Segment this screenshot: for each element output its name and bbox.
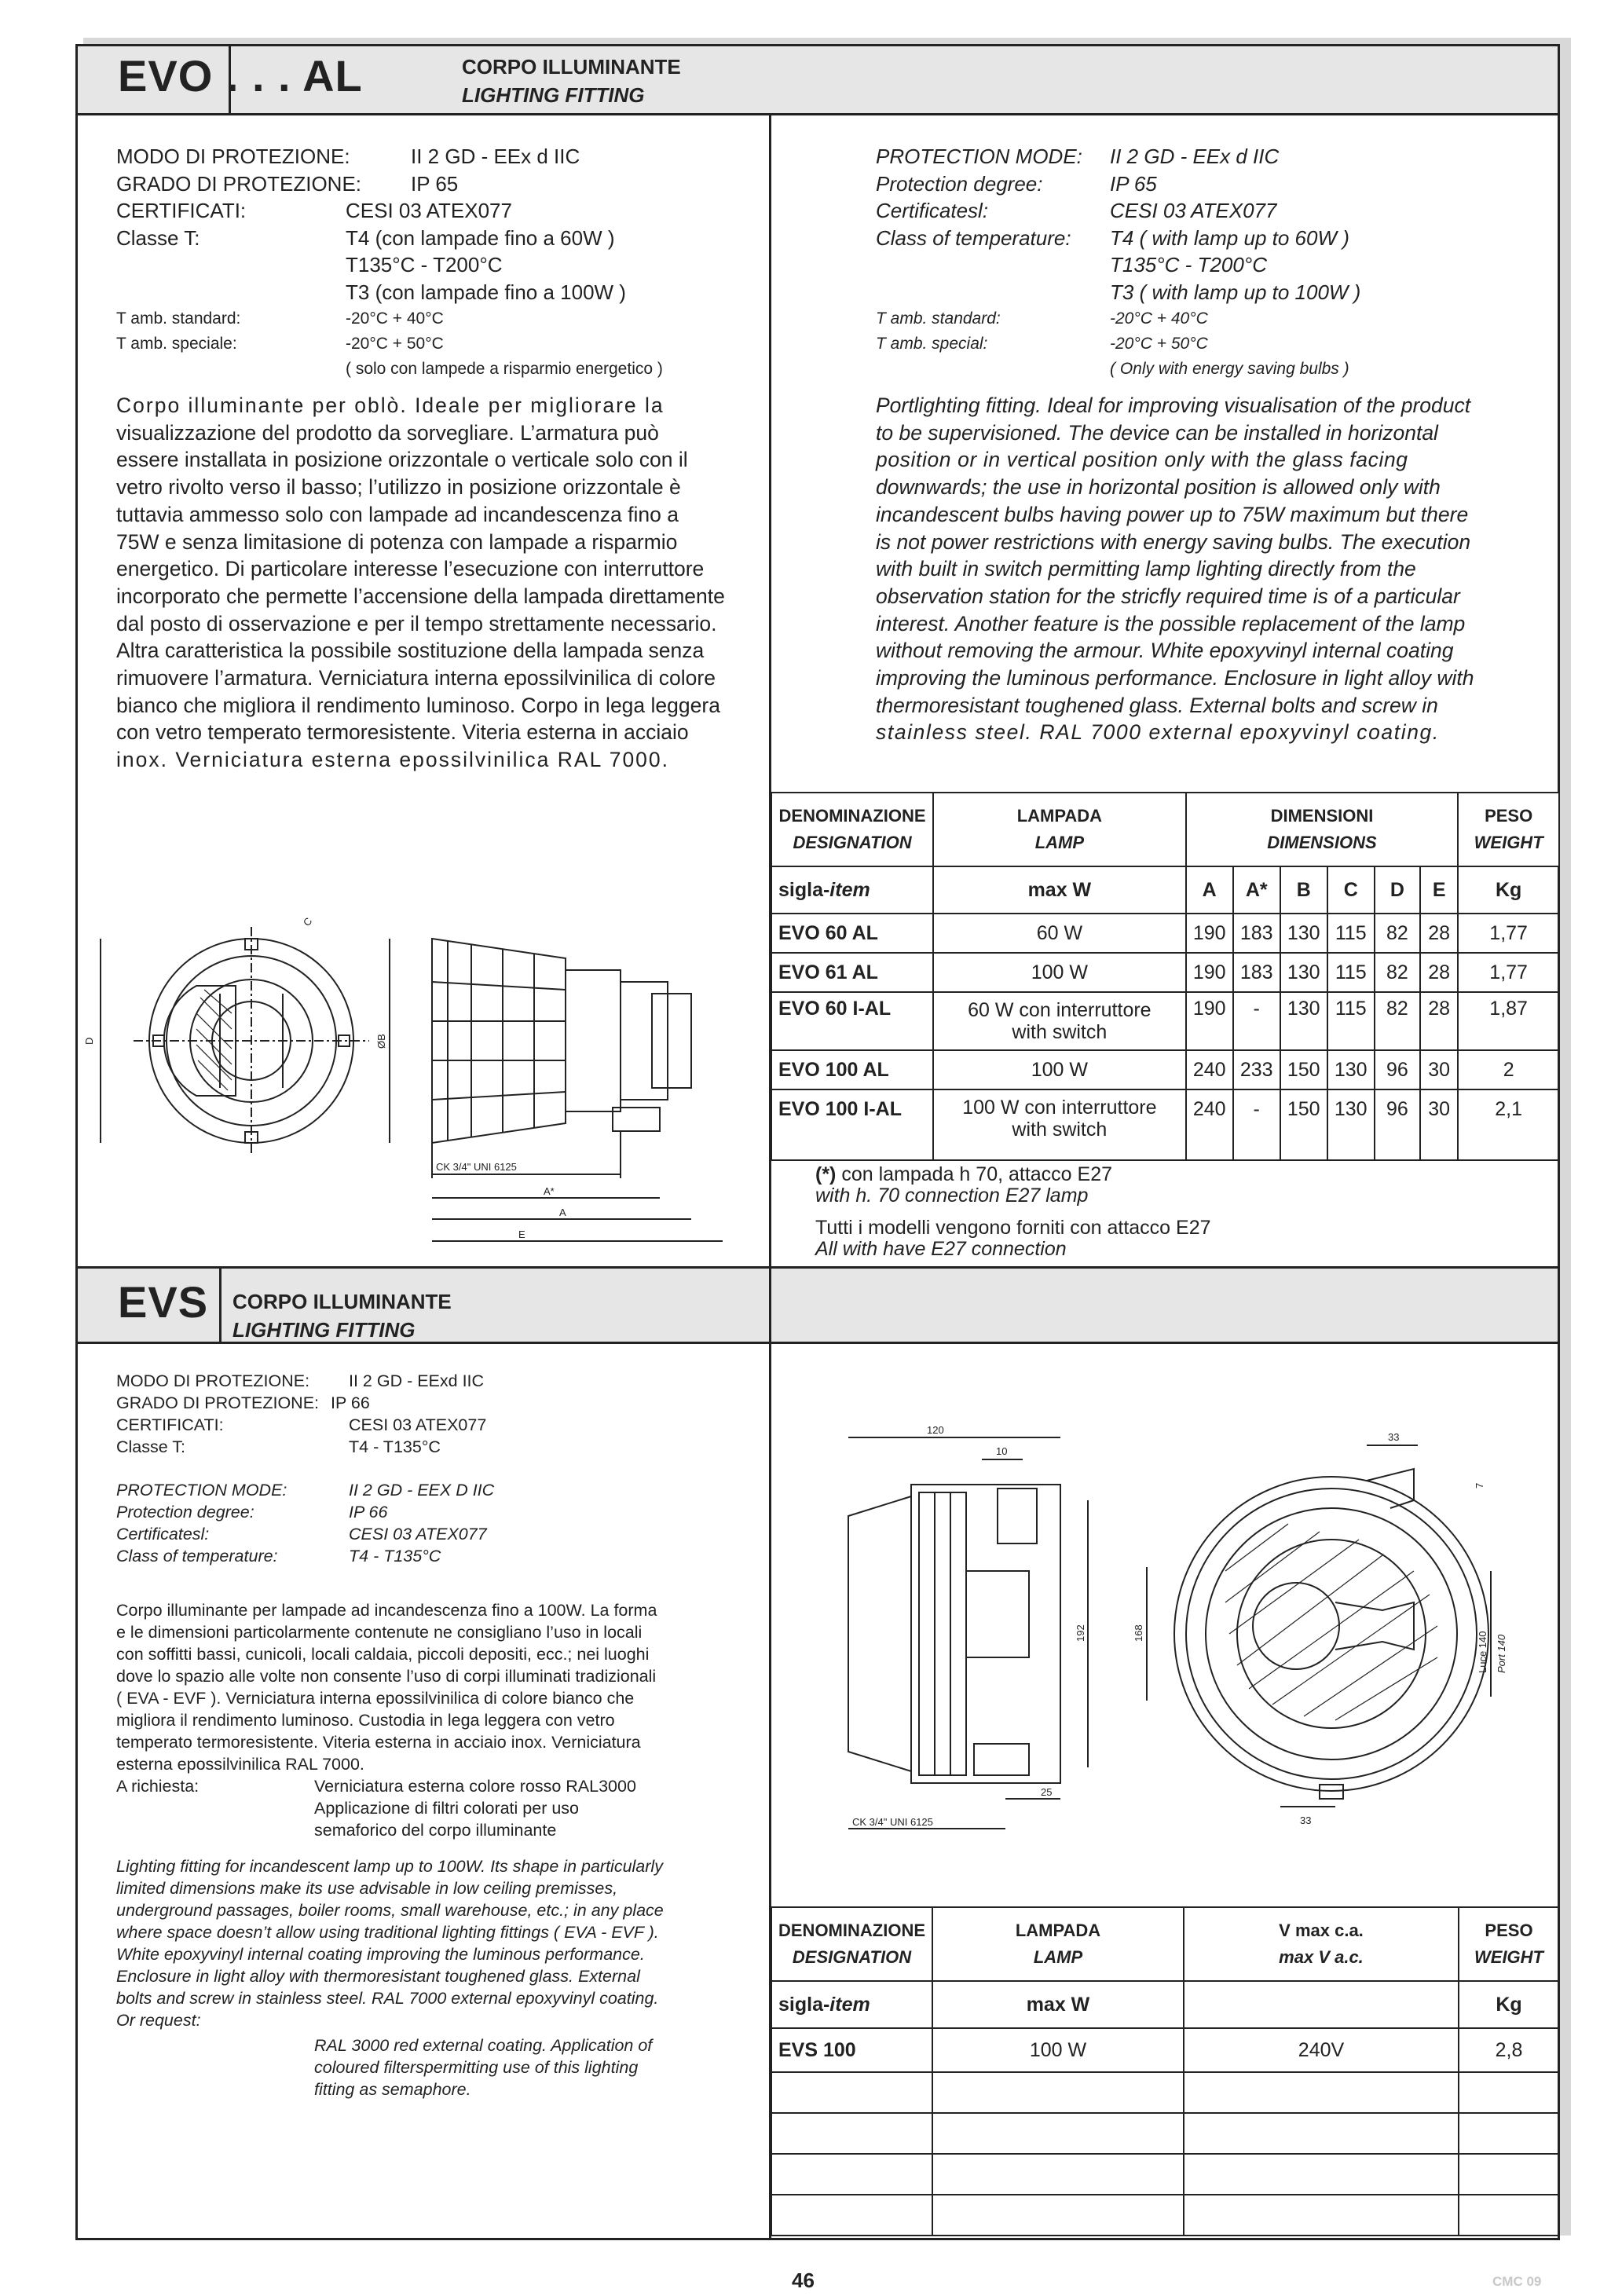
- evo-front-view: [83, 915, 369, 1155]
- table-row: EVO 60 AL 60 W 190 183 130 115 82 28 1,77: [771, 914, 1559, 953]
- evo-description-en: Portlighting fitting. Ideal for improving visualisation of the product to be supervisioned. The device can be installed in horizontal position or in vertical position only with the glass facing downwards; the use in horizontal position is allowed only with incandescent bulbs having power up to 75W maximum but there is not power restrictions with energy saving bulbs. The execution with built in switch permitting lamp lighting directly from the observation station for the stricfly required time is of a particular interest. Another feature is the possible replacement of the lamp without removing the armour. White epoxyvinyl internal coating improving the luminous performance. Enclosure in light alloy with thermoresistant toughened glass. External bolts and screw in stainless steel. RAL 7000 external epoxyvinyl coating.: [876, 394, 1474, 745]
- evs-spec-table: DENOMINAZIONE DESIGNATION LAMPADA LAMP V max c.a. max V a.c. PESO WEIGHT sigla-item max W Kg EVS 100 100 W 240V 2,8: [771, 1906, 1560, 2236]
- evo-description-it: Corpo illuminante per oblò. Ideale per migliorare la visualizzazione del prodotto da sorvegliare. L’armatura può essere installata in posizione orizzontale o verticale solo con il vetro rivolto verso il basso; l’utilizzo in posizione orizzontale è tuttavia ammesso solo con lampade ad incandescenza fino a 75W e senza limitasione di potenza con lampade a risparmio energetico. Di particolare interesse l’esecuzione con interruttore incorporato che permette l’accensione della lampada direttamente dal posto di osservazione e per il tempo strettamente necessario. Altra caratteristica la possibile sostituzione della lampada senza rimuovere l’armatura. Verniciatura interna epossilvinilica di colore bianco che migliora il rendimento luminoso. Corpo in lega leggera con vetro temperato termoresistente. Viteria esterna in acciaio inox. Verniciatura esterna epossilvinilica RAL 7000.: [116, 394, 725, 772]
- svg-text:C: C: [300, 915, 315, 928]
- spec-row: T135°C - T200°C: [346, 253, 503, 276]
- spec-row: MODO DI PROTEZIONE: II 2 GD - EEx d IIC: [116, 145, 580, 168]
- table-row-empty: [771, 2072, 1559, 2113]
- evo-it-specs: [116, 143, 626, 306]
- svg-text:D: D: [83, 1037, 95, 1045]
- svg-text:A: A: [559, 1207, 566, 1218]
- evo-notes: (*) con lampada h 70, attacco E27 with h. 70 connection E27 lamp Tutti i modelli vengono forniti con attacco E27 All with have E27 connection: [815, 1163, 1211, 1260]
- evo-code: EVO . . . AL: [118, 51, 363, 101]
- spec-row: Classe T: T4 (con lampade fino a 60W ): [116, 225, 615, 250]
- evo-spec-table: DENOMINAZIONE DESIGNATION LAMPADA LAMP DIMENSIONI DIMENSIONS PESO WEIGHT sigla-item max W A A* B C D E Kg EVO 60 AL 60 W 190 183 130 115 82 28 1,77 EVO 61 AL 100 W 190 183 130 115 82 28 1,77 EVO 60 I-AL 60 W con interruttore with switch 190 - 130 115 82 28 1,87 EVO 100 AL 100 W 240 233 150 130 96 30 2 EVO 100 I-AL 100 W con interruttore with switch 240 - 150 130 96 30 2,1: [771, 792, 1560, 1161]
- evs-en-specs: PROTECTION MODE: II 2 GD - EEX D IIC Protection degree: IP 66 Certificatesl: CESI 03 ATEX077 Class of temperature: T4 - T135°C: [116, 1481, 495, 1565]
- evs-front-view: [1133, 1431, 1507, 1826]
- evs-title-it: CORPO ILLUMINANTE: [232, 1290, 452, 1313]
- table-row: EVS 100 100 W 240V 2,8: [771, 2028, 1559, 2072]
- evo-it-tamb: T amb. standard: -20°C + 40°C T amb. speciale: -20°C + 50°C ( solo con lampede a risparmio energetico ): [116, 309, 663, 378]
- svg-text:ØB: ØB: [375, 1034, 387, 1049]
- svg-text:192: 192: [1075, 1624, 1086, 1642]
- svg-text:120: 120: [927, 1424, 944, 1436]
- table-row: EVO 100 AL 100 W 240 233 150 130 96 30 2: [771, 1050, 1559, 1089]
- evs-code: EVS: [118, 1277, 209, 1327]
- evs-technical-drawing: [817, 1414, 1555, 1854]
- table-row: EVO 60 I-AL 60 W con interruttore with switch 190 - 130 115 82 28 1,87: [771, 992, 1559, 1050]
- table-row: EVO 61 AL 100 W 190 183 130 115 82 28 1,77: [771, 953, 1559, 992]
- svg-text:E: E: [518, 1229, 525, 1240]
- svg-text:168: 168: [1133, 1624, 1144, 1642]
- spec-row: T3 (con lampade fino a 100W ): [346, 280, 626, 304]
- spec-row: GRADO DI PROTEZIONE: IP 65: [116, 171, 459, 196]
- evo-title-it: CORPO ILLUMINANTE: [462, 55, 681, 79]
- evs-side-view: [848, 1424, 1088, 1829]
- svg-text:CK 3/4" UNI 6125: CK 3/4" UNI 6125: [436, 1161, 517, 1173]
- evo-side-view: [375, 939, 723, 1241]
- evs-description-en: Lighting fitting for incandescent lamp up to 100W. Its shape in particularly limited dimensions make its use advisable in low ceiling premisses, underground passages, boiler rooms, small warehouse, etc.; in any place where space doesn’t allow using traditional lighting fittings ( EVA - EVF ). White epoxyvinyl internal coating improving the luminous performance. Enclosure in light alloy with thermoresistant toughened glass. External bolts and screw in stainless steel. RAL 7000 external epoxyvinyl coating. Or request: RAL 3000 red external coating. Application of coloured filterspermitting use of this lighting fitting as semaphore.: [116, 1857, 664, 2099]
- svg-text:10: 10: [996, 1445, 1008, 1457]
- page-number: 46: [792, 2269, 815, 2292]
- svg-text:A*: A*: [544, 1185, 555, 1197]
- evs-description-it: Corpo illuminante per lampade ad incandescenza fino a 100W. La forma e le dimensioni particolarmente contenute ne consigliano l’uso in locali con soffitti bassi, cunicoli, locali caldaia, piccoli depositi, ecc.; nei luoghi dove lo spazio alle volte non consente l’uso di corpi illuminati tradizionali ( EVA - EVF ). Verniciatura interna epossilvinilica di colore bianco che migliora il rendimento luminoso. Custodia in lega leggera con vetro temperato termoresistente. Viteria esterna in acciaio inox. Verniciatura esterna epossilvinilica RAL 7000. A richiesta: Verniciatura esterna colore rosso RAL3000 Applicazione di filtri colorati per uso semaforico del corpo illuminante: [116, 1601, 657, 1840]
- table-row-empty: [771, 2195, 1559, 2236]
- svg-text:25: 25: [1041, 1786, 1053, 1798]
- svg-text:Port 140: Port 140: [1496, 1634, 1507, 1673]
- evo-en-tamb: T amb. standard: -20°C + 40°C T amb. special: -20°C + 50°C ( Only with energy saving bulbs ): [876, 309, 1349, 378]
- evo-title-en: LIGHTING FITTING: [462, 83, 645, 107]
- table-row-empty: [771, 2113, 1559, 2154]
- svg-text:33: 33: [1388, 1431, 1400, 1443]
- svg-text:CK 3/4" UNI 6125: CK 3/4" UNI 6125: [852, 1816, 933, 1828]
- catalog-code: CMC 09: [1492, 2274, 1542, 2289]
- evo-en-specs: PROTECTION MODE: II 2 GD - EEx d IIC Protection degree: IP 65 Certificatesl: CESI 03 ATEX077 Class of temperature: T4 ( with lamp up to 60W ) T135°C - T200°C T3 ( with lamp up to 100W ): [876, 145, 1361, 304]
- spec-row: CERTIFICATI: CESI 03 ATEX077: [116, 199, 512, 222]
- svg-text:Luce 140: Luce 140: [1477, 1631, 1488, 1673]
- evo-technical-drawing: [79, 895, 762, 1240]
- svg-text:7: 7: [1474, 1482, 1485, 1489]
- evs-title-en: LIGHTING FITTING: [232, 1318, 416, 1342]
- table-row-empty: [771, 2154, 1559, 2195]
- evs-it-specs: MODO DI PROTEZIONE: II 2 GD - EExd IIC GRADO DI PROTEZIONE: IP 66 CERTIFICATI: CESI 03 ATEX077 Classe T: T4 - T135°C: [116, 1371, 487, 1456]
- svg-text:33: 33: [1300, 1814, 1312, 1826]
- table-row: EVO 100 I-AL 100 W con interruttore with switch 240 - 150 130 96 30 2,1: [771, 1089, 1559, 1160]
